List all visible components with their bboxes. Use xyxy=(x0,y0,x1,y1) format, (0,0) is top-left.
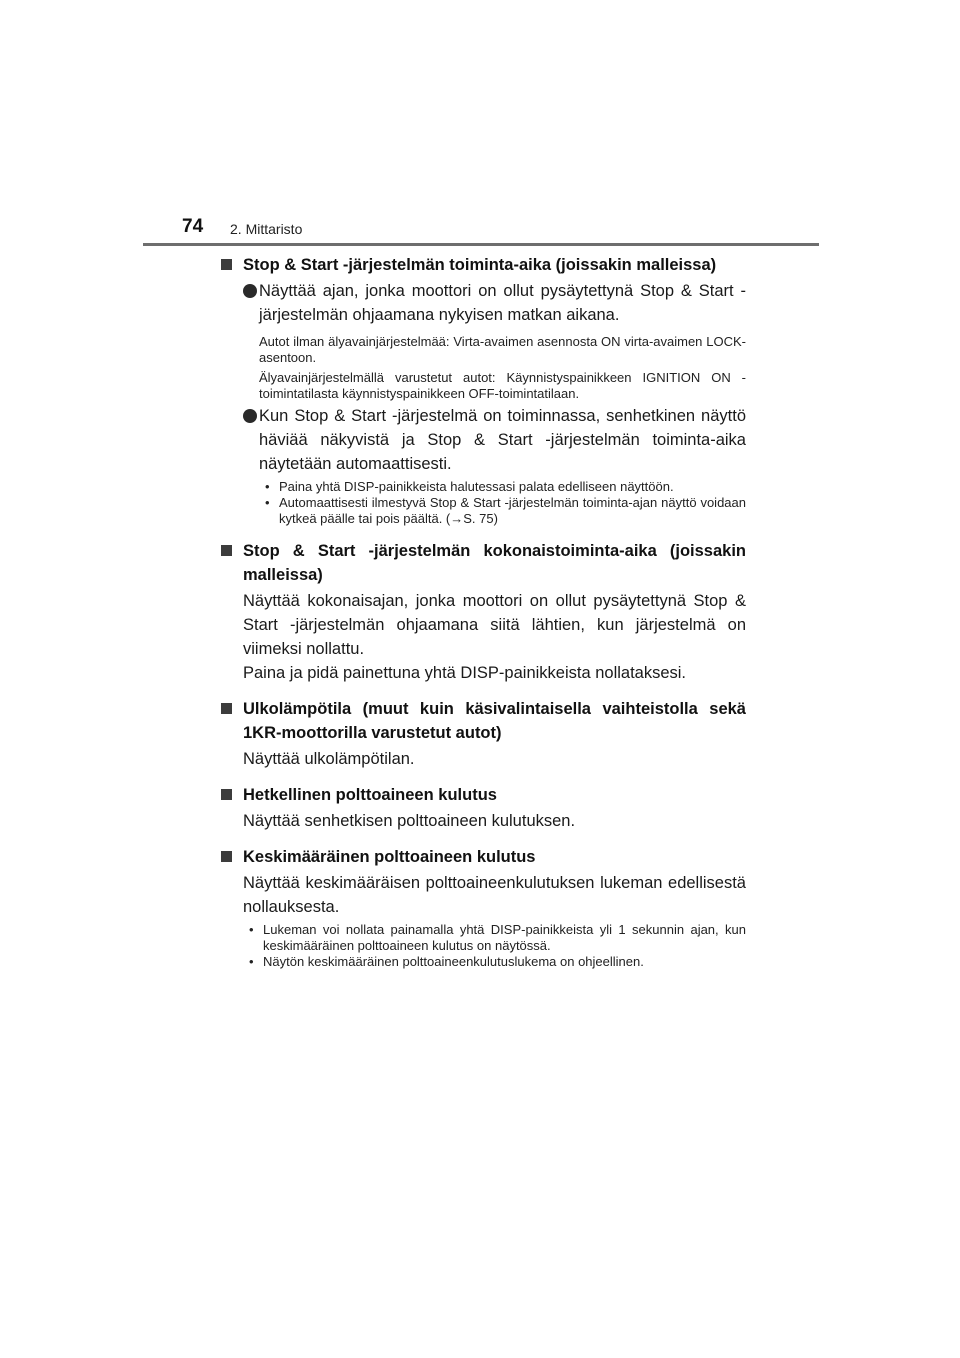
bullet-mark: • xyxy=(265,495,270,510)
bullet-mark: • xyxy=(249,954,254,969)
section-title: Keskimääräinen polttoaineen kulutus xyxy=(243,848,536,866)
bullet-mark: • xyxy=(249,922,254,937)
square-icon xyxy=(221,545,232,556)
page-number: 74 xyxy=(182,216,204,237)
section-title: Hetkellinen polttoaineen kulutus xyxy=(243,786,497,804)
list-item xyxy=(221,279,746,327)
bullet-text: Lukeman voi nollata painamalla yhtä DISP-painikkeista yli 1 sekunnin ajan, kun keskimääräinen polttoaineen kulutus on näytössä. xyxy=(263,922,746,953)
bullet-list xyxy=(243,922,746,970)
note-text: Älyavainjärjestelmällä varustetut autot: Käynnistyspainikkeen IGNITION ON -toimintatilasta käynnistyspainikkeen OFF-toimintatilaan. xyxy=(259,370,746,401)
bullet-dot-icon xyxy=(243,409,257,423)
body-text: Näyttää senhetkisen polttoaineen kulutuksen. xyxy=(243,812,576,830)
chapter-title: 2. Mittaristo xyxy=(230,221,303,237)
square-icon xyxy=(221,851,232,862)
section-outside-temperature xyxy=(221,697,746,771)
body-text: Näyttää kokonaisajan, jonka moottori on ollut pysäytettynä Stop & Start -järjestelmän ohjaamana siitä lähtien, kun järjestelmä on viimeksi nollattu. xyxy=(243,592,746,658)
list-item xyxy=(221,404,746,476)
bullet-item xyxy=(259,495,746,527)
bullet-mark: • xyxy=(265,479,270,494)
body-text: Näyttää ulkolämpötilan. xyxy=(243,750,415,768)
bullet-item xyxy=(243,954,746,970)
section-instant-consumption xyxy=(221,783,746,833)
section-average-consumption xyxy=(221,845,746,970)
bullet-list xyxy=(259,479,746,527)
body-text: Näyttää keskimääräisen polttoaineenkulutuksen lukeman edellisestä nollauksesta. xyxy=(243,874,746,916)
section-title: Ulkolämpötila (muut kuin käsivalintaisella vaihteistolla sekä 1KR-moottorilla varustetut autot) xyxy=(243,700,746,742)
item-text: Näyttää ajan, jonka moottori on ollut pysäytettynä Stop & Start -järjestelmän ohjaamana nykyisen matkan aikana. xyxy=(259,282,746,324)
square-icon xyxy=(221,259,232,270)
bullet-text: Automaattisesti ilmestyvä Stop & Start -järjestelmän toiminta-ajan näyttö voidaan kytkeä päälle tai pois päältä. (→S. 75) xyxy=(279,495,746,526)
bullet-item xyxy=(259,479,746,495)
square-icon xyxy=(221,703,232,714)
page-header xyxy=(0,0,960,250)
bullet-text: Näytön keskimääräinen polttoaineenkulutuslukema on ohjeellinen. xyxy=(263,954,644,969)
page-content xyxy=(221,253,746,970)
bullet-text: Paina yhtä DISP-painikkeista halutessasi palata edelliseen näyttöön. xyxy=(279,479,674,494)
section-stop-start-time xyxy=(221,253,746,527)
bullet-dot-icon xyxy=(243,284,257,298)
square-icon xyxy=(221,789,232,800)
item-text: Kun Stop & Start -järjestelmä on toiminnassa, senhetkinen näyttö häviää näkyvistä ja Stop & Start -järjestelmän toiminta-aika näytetään automaattisesti. xyxy=(259,407,746,473)
section-title: Stop & Start -järjestelmän toiminta-aika (joissakin malleissa) xyxy=(243,256,717,274)
body-text: Paina ja pidä painettuna yhtä DISP-painikkeista nollataksesi. xyxy=(243,664,687,682)
header-rule xyxy=(143,243,819,246)
note-text: Autot ilman älyavainjärjestelmää: Virta-avaimen asennosta ON virta-avaimen LOCK-asentoon. xyxy=(259,334,746,365)
bullet-item xyxy=(243,922,746,954)
section-stop-start-total xyxy=(221,539,746,685)
section-title: Stop & Start -järjestelmän kokonaistoiminta-aika (joissakin malleissa) xyxy=(243,542,746,584)
